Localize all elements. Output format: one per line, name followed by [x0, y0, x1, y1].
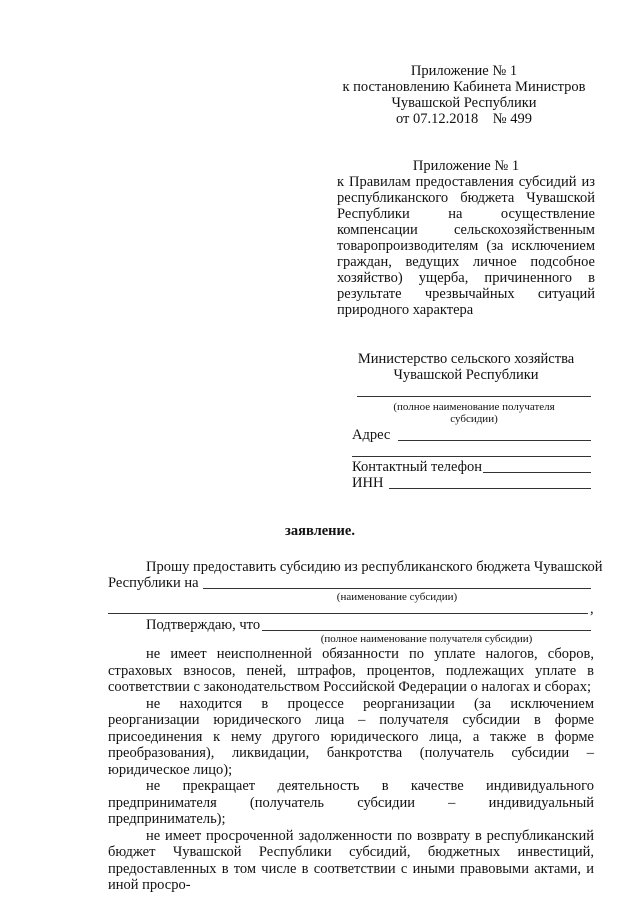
phone-field[interactable]	[483, 472, 591, 473]
request-line2: Республики на	[108, 575, 199, 591]
appendix1-line1: Приложение № 1	[410, 63, 518, 79]
appendix2-header: Приложение № 1	[412, 158, 520, 174]
recipient-name-caption-1: (полное наименование получателя	[393, 401, 555, 413]
confirmation-item: не прекращает деятельность в качестве индивидуального предпринимателя (получатель субсидии – индивидуальный предприниматель);	[108, 778, 594, 827]
appendix1-line3: Чувашской Республики	[391, 95, 537, 111]
subsidy-name-field-line2[interactable]	[108, 613, 588, 614]
confirmation-item: не имеет просроченной задолженности по возврату в республиканский бюджет Чувашской Республики субсидий, бюджетных инвестиций, предоставленных в том числе в соответствии с иными правовыми актами, и иной просро-	[108, 827, 594, 893]
ministry-line1: Министерство сельского хозяйства	[357, 351, 575, 367]
address-field-line2[interactable]	[352, 456, 591, 457]
recipient-name-field[interactable]	[357, 396, 591, 397]
address-label: Адрес	[352, 427, 391, 443]
confirmation-item: не находится в процессе реорганизации (за исключением реорганизации юридического лица – получателя субсидии в форме присоединения к нему другого юридического лица, а также в форме преобразования), ликвидации, банкротства (получатель субсидии – юридическое лицо);	[108, 695, 594, 778]
statement-title: заявление.	[285, 523, 355, 539]
confirm-recipient-caption: (полное наименование получателя субсидии)	[320, 633, 533, 645]
address-field[interactable]	[398, 440, 591, 441]
recipient-name-caption-2: субсидии)	[450, 413, 498, 425]
line-end-comma: ,	[590, 601, 594, 617]
confirmation-item: не имеет неисполненной обязанности по уплате налогов, сборов, страховых взносов, пеней, штрафов, процентов, подлежащих уплате в соответствии с законодательством Российской Федерации о налогах и сборах;	[108, 646, 594, 695]
phone-label: Контактный телефон	[352, 459, 483, 475]
confirm-recipient-field[interactable]	[262, 630, 591, 631]
subsidy-name-field[interactable]	[203, 588, 591, 589]
confirm-label: Подтверждаю, что	[146, 617, 261, 633]
appendix1-line2: к постановлению Кабинета Министров	[342, 79, 586, 95]
subsidy-name-caption: (наименование субсидии)	[336, 591, 458, 603]
appendix1-line4: от 07.12.2018 № 499	[396, 111, 532, 127]
appendix2-block	[337, 158, 595, 318]
appendix2-text: к Правилам предоставления субсидий из республиканского бюджета Чувашской Республики на осуществление компенсации сельскохозяйственным товаропроизводителям (за исключением граждан, ведущих личное подсобное хозяйство) ущерба, причиненного в результате чрезвычайных ситуаций природного характера	[337, 174, 595, 318]
inn-label: ИНН	[352, 475, 384, 491]
confirmation-items	[108, 646, 594, 894]
request-line1: Прошу предоставить субсидию из республиканского бюджета Чувашской	[146, 559, 603, 575]
inn-field[interactable]	[389, 488, 591, 489]
ministry-line2: Чувашской Республики	[393, 367, 539, 383]
